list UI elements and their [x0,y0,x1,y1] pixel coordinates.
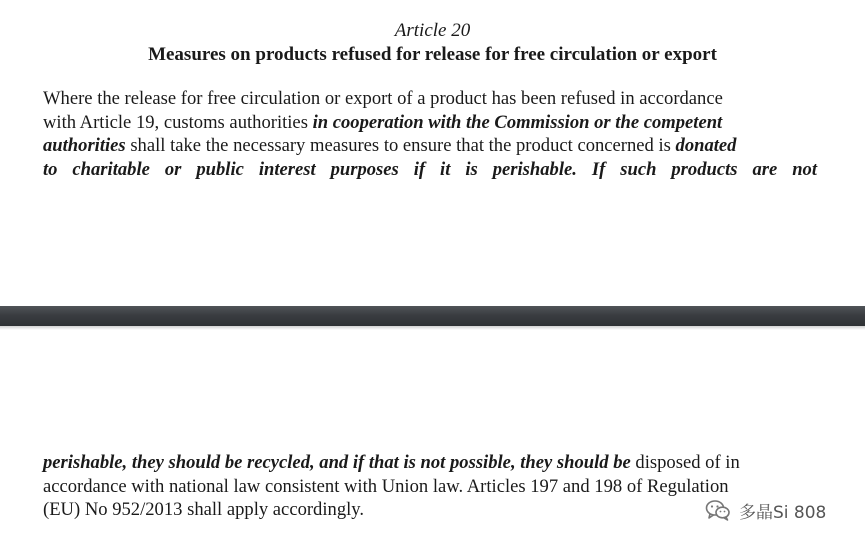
paragraph-line: Where the release for free circulation or export of a product has been refused in accordance [43,88,723,109]
emphasis-text: perishable, they should be recycled, and if that is not possible, they should be [43,452,631,473]
text-run: with Article 19, customs authorities [43,111,313,133]
text-run: shall take the necessary measures to ensure that the product concerned is [125,135,676,156]
paragraph-line: accordance with national law consistent with Union law. Articles 197 and 198 of Regulation [43,475,729,497]
paragraph-top [43,87,817,181]
emphasis-text: in cooperation with the Commission or the competent [312,111,723,133]
article-number: Article 20 [394,20,471,41]
paragraph-line: to charitable or public interest purposes if it is perishable. If such products are not [43,158,817,180]
emphasis-text: donated [675,135,737,156]
paragraph-line [43,451,817,475]
page-divider [0,306,865,326]
paragraph-line [43,111,817,135]
watermark-text: 多晶Si 808 [739,502,827,523]
emphasis-text: authorities [43,135,126,156]
text-run: disposed of in [630,452,740,473]
article-title: Measures on products refused for release for free circulation or export [148,44,717,65]
watermark [705,497,826,523]
paragraph-line: (EU) No 952/2013 shall apply accordingly. [43,499,365,520]
paragraph-line [43,134,817,158]
page-divider-shadow [0,326,865,330]
wechat-icon [705,499,731,521]
paragraph-bottom [43,451,817,522]
